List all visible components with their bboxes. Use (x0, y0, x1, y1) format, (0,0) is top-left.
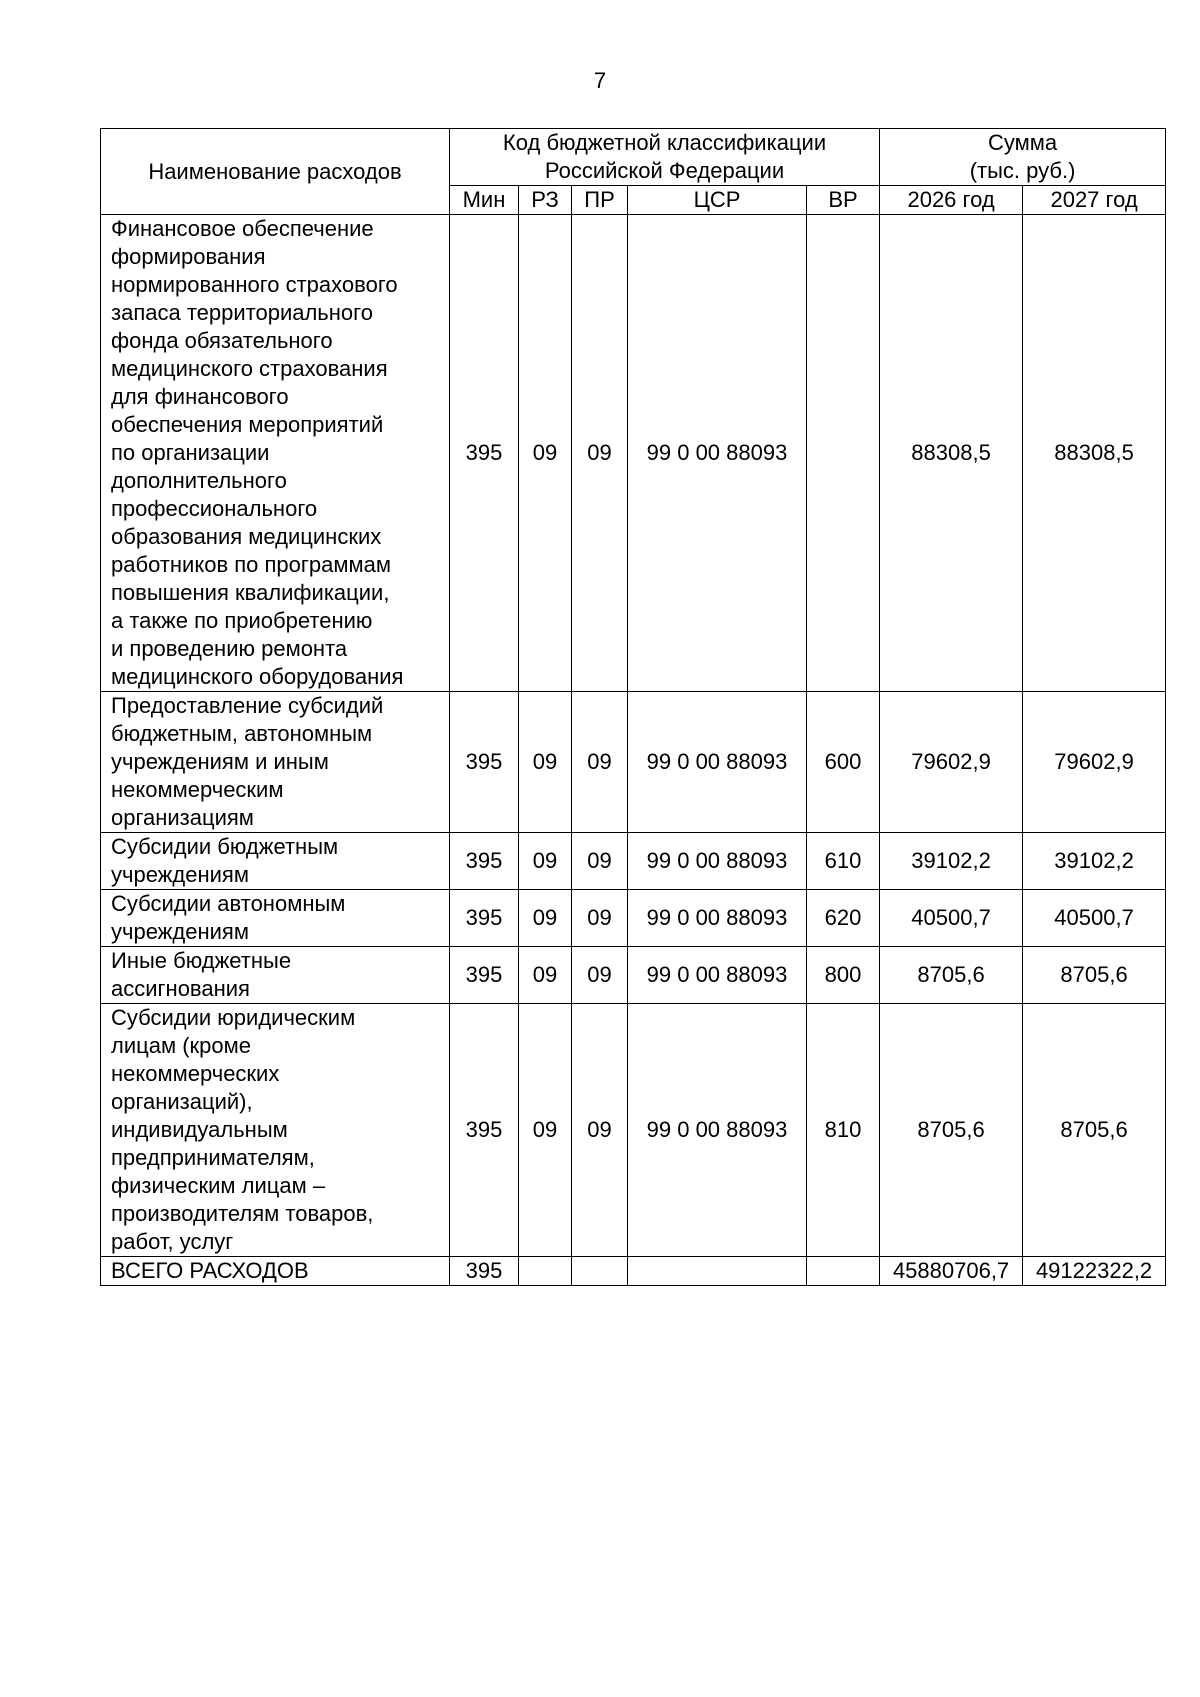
header-code-group: Код бюджетной классификации Российской Федерации (450, 129, 880, 186)
page-number: 7 (593, 68, 607, 93)
row-pr: 09 (572, 1004, 628, 1257)
row-rz: 09 (519, 947, 572, 1004)
header-2027: 2027 год (1023, 186, 1166, 215)
row-min: 395 (450, 1004, 519, 1257)
row-csr: 99 0 00 88093 (628, 947, 807, 1004)
header-min: Мин (450, 186, 519, 215)
total-vr (807, 1257, 880, 1286)
row-pr: 09 (572, 692, 628, 833)
total-csr (628, 1257, 807, 1286)
header-vr: ВР (807, 186, 880, 215)
row-name: Субсидии юридическим лицам (кроме некоммерческих организаций), индивидуальным предпринимателям, физическим лицам – производителям товаров, работ, услуг (101, 1004, 450, 1257)
row-name: Предоставление субсидий бюджетным, автономным учреждениям и иным некоммерческим организациям (101, 692, 450, 833)
row-pr: 09 (572, 947, 628, 1004)
total-row (101, 1257, 1166, 1286)
row-vr: 610 (807, 833, 880, 890)
row-rz: 09 (519, 1004, 572, 1257)
row-csr: 99 0 00 88093 (628, 890, 807, 947)
table-row (101, 215, 1166, 692)
total-rz (519, 1257, 572, 1286)
row-sum-2027: 40500,7 (1023, 890, 1166, 947)
row-vr: 600 (807, 692, 880, 833)
row-sum-2027: 8705,6 (1023, 947, 1166, 1004)
total-min: 395 (450, 1257, 519, 1286)
row-vr (807, 215, 880, 692)
row-sum-2027: 88308,5 (1023, 215, 1166, 692)
header-sum-group: Сумма (тыс. руб.) (880, 129, 1166, 186)
total-sum-2027: 49122322,2 (1023, 1257, 1166, 1286)
row-csr: 99 0 00 88093 (628, 1004, 807, 1257)
header-row-main (101, 129, 1166, 186)
row-sum-2026: 39102,2 (880, 833, 1023, 890)
row-name: Субсидии автономным учреждениям (101, 890, 450, 947)
row-name: Финансовое обеспечение формирования нормированного страхового запаса территориального фонда обязательного медицинского страхования для финансового обеспечения мероприятий по организации дополнительного профессионального образования медицинских работников по программам повышения квалификации, а также по приобретению и проведению ремонта медицинского оборудования (101, 215, 450, 692)
header-pr: ПР (572, 186, 628, 215)
row-pr: 09 (572, 215, 628, 692)
row-min: 395 (450, 947, 519, 1004)
row-sum-2027: 8705,6 (1023, 1004, 1166, 1257)
total-pr (572, 1257, 628, 1286)
row-rz: 09 (519, 215, 572, 692)
row-rz: 09 (519, 833, 572, 890)
total-sum-2026: 45880706,7 (880, 1257, 1023, 1286)
table-row (101, 833, 1166, 890)
row-vr: 800 (807, 947, 880, 1004)
row-sum-2026: 88308,5 (880, 215, 1023, 692)
row-sum-2026: 8705,6 (880, 947, 1023, 1004)
table-row (101, 947, 1166, 1004)
row-rz: 09 (519, 890, 572, 947)
row-sum-2026: 40500,7 (880, 890, 1023, 947)
row-min: 395 (450, 833, 519, 890)
row-pr: 09 (572, 833, 628, 890)
row-min: 395 (450, 692, 519, 833)
row-vr: 620 (807, 890, 880, 947)
row-min: 395 (450, 215, 519, 692)
row-csr: 99 0 00 88093 (628, 833, 807, 890)
expenses-table (100, 128, 1166, 1286)
row-rz: 09 (519, 692, 572, 833)
row-sum-2026: 79602,9 (880, 692, 1023, 833)
row-name: Иные бюджетные ассигнования (101, 947, 450, 1004)
total-label: ВСЕГО РАСХОДОВ (101, 1257, 450, 1286)
header-2026: 2026 год (880, 186, 1023, 215)
row-csr: 99 0 00 88093 (628, 692, 807, 833)
row-sum-2026: 8705,6 (880, 1004, 1023, 1257)
table-row (101, 692, 1166, 833)
header-csr: ЦСР (628, 186, 807, 215)
row-min: 395 (450, 890, 519, 947)
row-name: Субсидии бюджетным учреждениям (101, 833, 450, 890)
table-row (101, 1004, 1166, 1257)
row-pr: 09 (572, 890, 628, 947)
row-csr: 99 0 00 88093 (628, 215, 807, 692)
row-sum-2027: 39102,2 (1023, 833, 1166, 890)
header-name: Наименование расходов (101, 129, 450, 215)
row-vr: 810 (807, 1004, 880, 1257)
header-rz: РЗ (519, 186, 572, 215)
table-row (101, 890, 1166, 947)
row-sum-2027: 79602,9 (1023, 692, 1166, 833)
